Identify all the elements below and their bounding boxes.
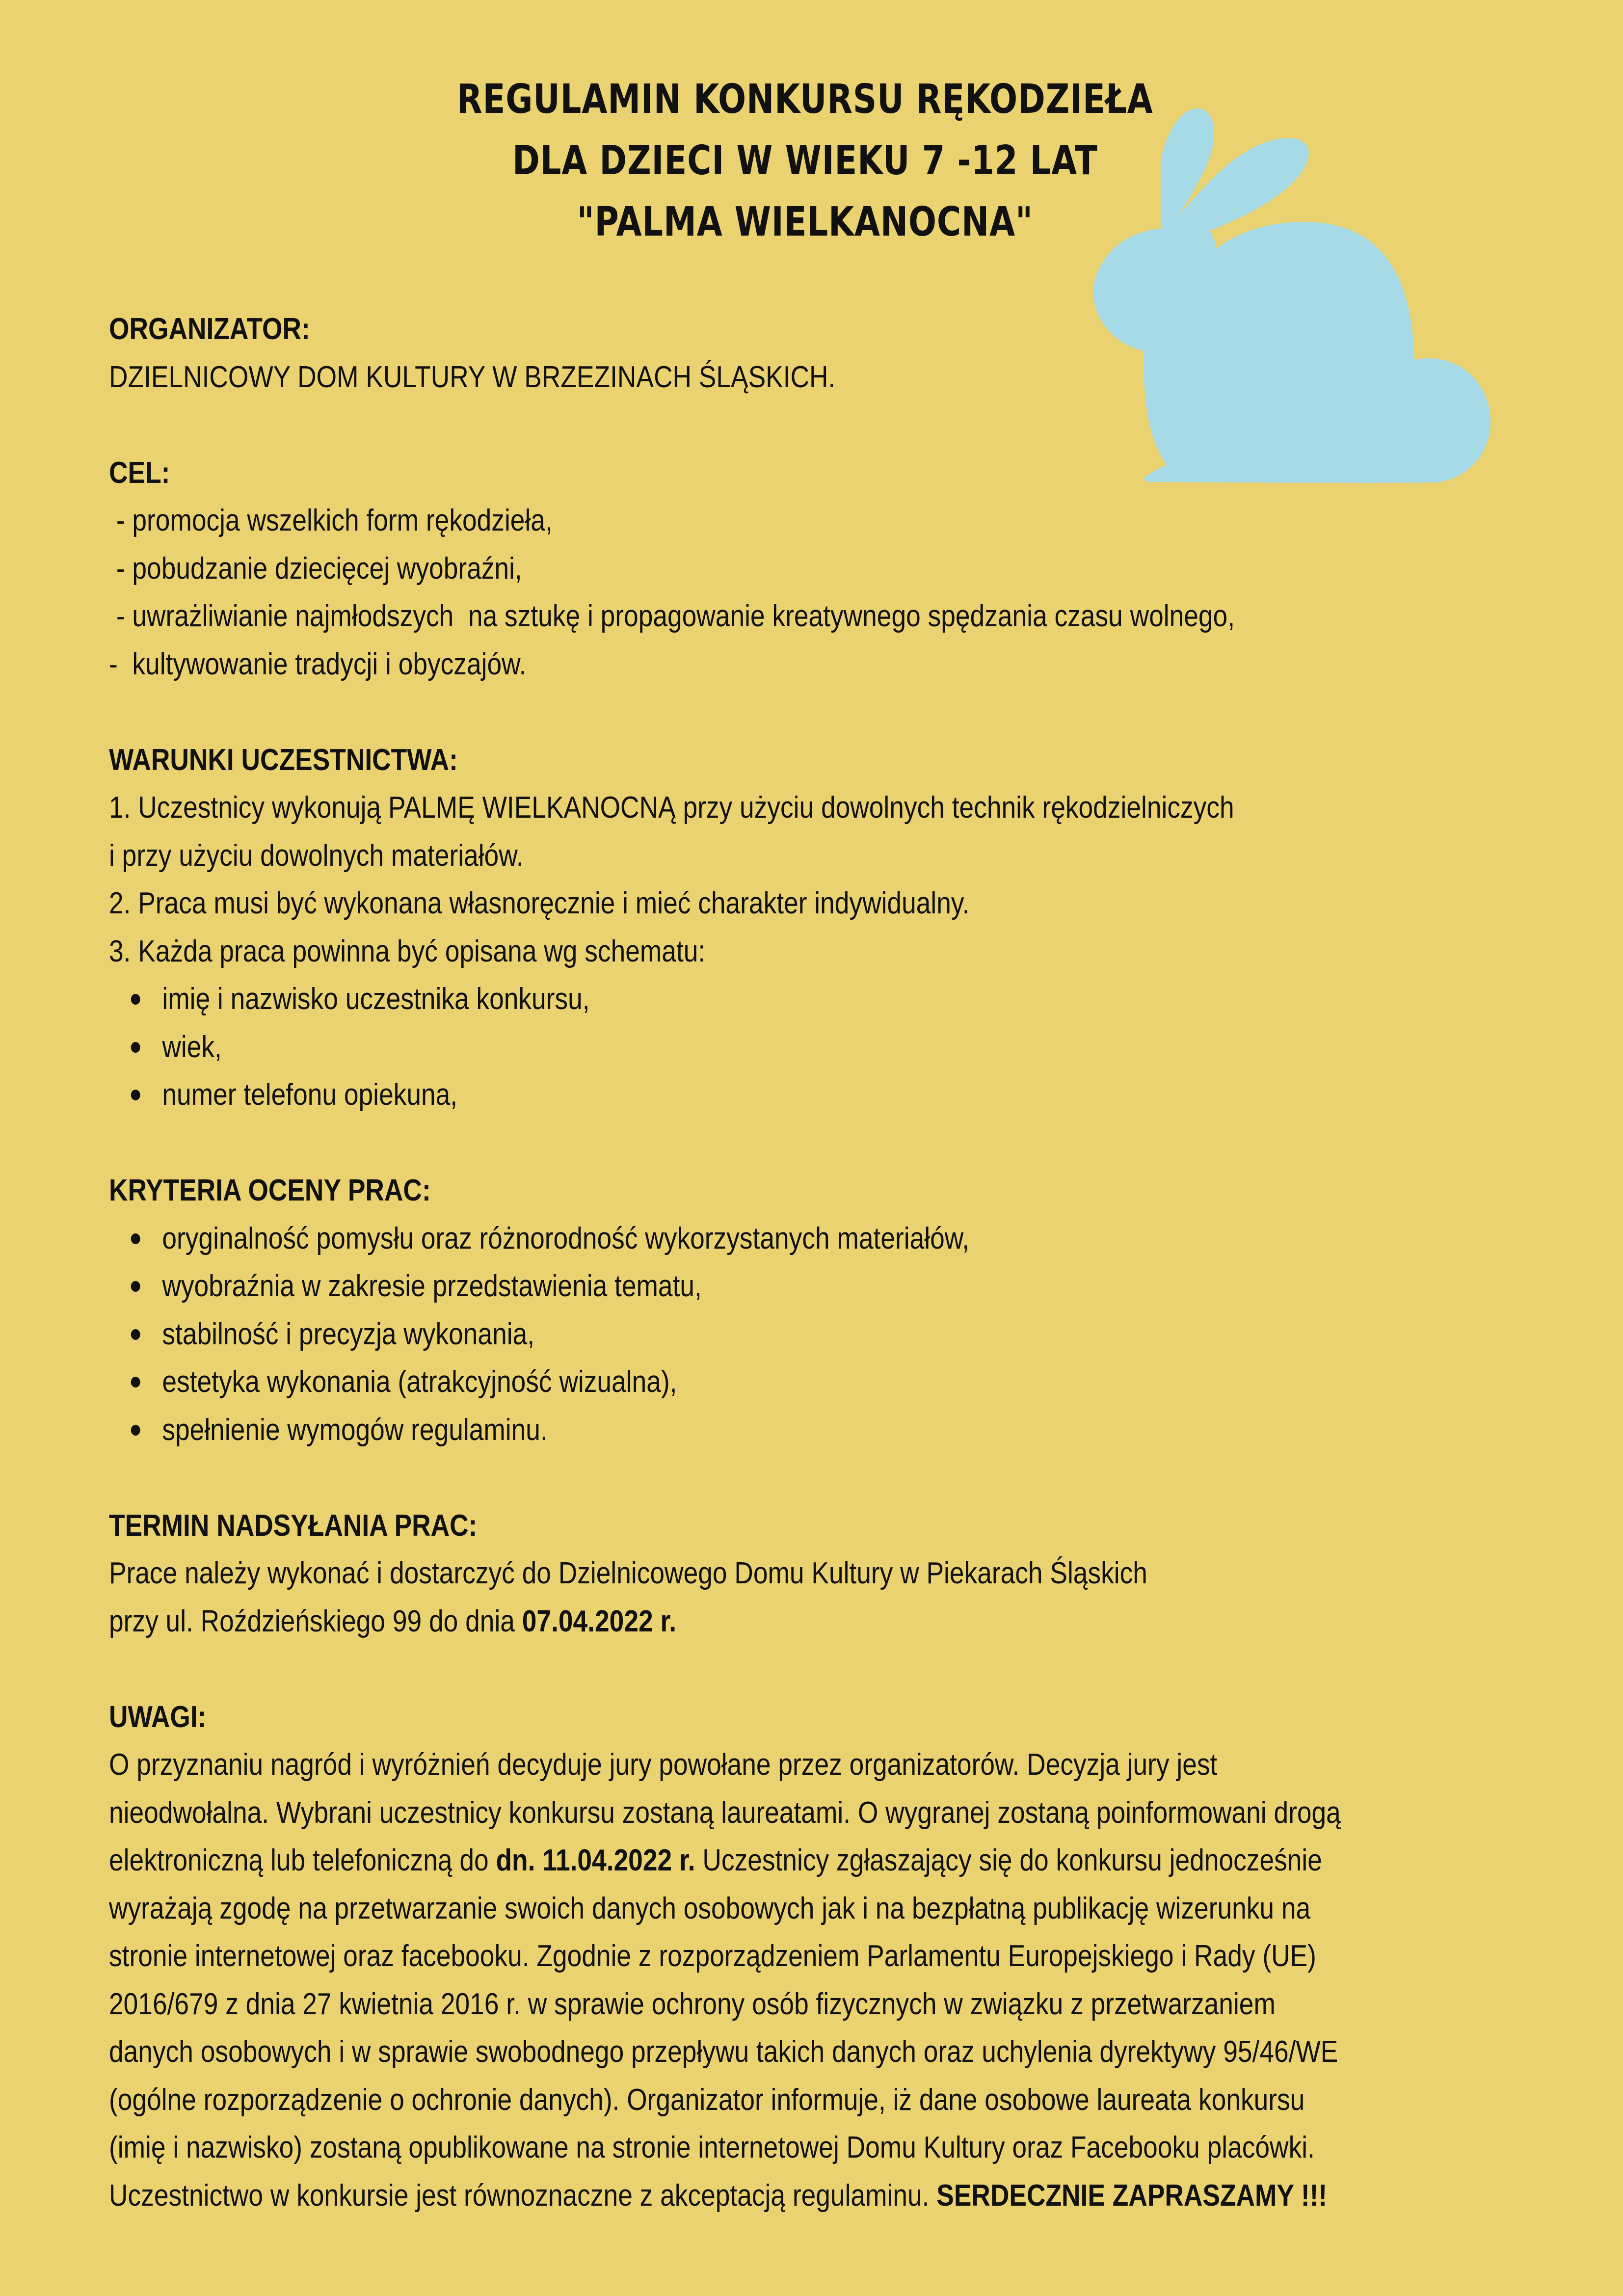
deadline-date: 07.04.2022 r.: [522, 1604, 677, 1638]
section-criteria: [109, 1167, 1596, 1454]
notes-line: (imię i nazwisko) zostaną opublikowane na stronie internetowej Domu Kultury oraz Facebooku placówki.: [109, 2131, 1315, 2164]
notes-line: danych osobowych i w sprawie swobodnego przepływu takich danych oraz uchylenia dyrektywy 95/46/WE: [109, 2035, 1338, 2069]
criteria-heading: KRYTERIA OCENY PRAC:: [109, 1174, 431, 1207]
goal-item: - uwrażliwianie najmłodszych na sztukę i propagowanie kreatywnego spędzania czasu wolnego,: [109, 599, 1235, 633]
goal-item: - pobudzanie dziecięcej wyobraźni,: [109, 551, 522, 586]
section-notes: [109, 1693, 1596, 2220]
list-item: estetyka wykonania (atrakcyjność wizualna),: [109, 1358, 1388, 1406]
section-deadline: [109, 1502, 1596, 1646]
section-organizer: [109, 305, 1596, 401]
notes-line: stronie internetowej oraz facebooku. Zgodnie z rozporządzeniem Parlamentu Europejskiego i Rady (UE): [109, 1939, 1316, 1973]
regulations-body: [109, 305, 1596, 2219]
closing-invitation: SERDECZNIE ZAPRASZAMY !!!: [936, 2178, 1328, 2213]
bullet-icon: [131, 1329, 140, 1340]
organizer-text: DZIELNICOWY DOM KULTURY W BRZEZINACH ŚLĄSKICH.: [109, 360, 836, 394]
bullet-icon: [131, 1233, 140, 1244]
conditions-heading: WARUNKI UCZESTNICTWA:: [109, 743, 458, 777]
list-item: oryginalność pomysłu oraz różnorodność wykorzystanych materiałów,: [109, 1215, 1388, 1263]
bullet-icon: [131, 1042, 140, 1053]
bullet-icon: [131, 994, 140, 1005]
condition-line: i przy użyciu dowolnych materiałów.: [109, 838, 524, 873]
list-item: spełnienie wymogów regulaminu.: [109, 1406, 1388, 1454]
bullet-icon: [131, 1377, 140, 1388]
notes-line: 2016/679 z dnia 27 kwietnia 2016 r. w sprawie ochrony osób fizycznych w związku z przetwarzaniem: [109, 1987, 1276, 2021]
section-goal: [109, 449, 1596, 689]
list-item: stabilność i precyzja wykonania,: [109, 1310, 1388, 1359]
goal-item: - promocja wszelkich form rękodzieła,: [109, 504, 553, 537]
deadline-text: przy ul. Roździeńskiego 99 do dnia 07.04.2022 r.: [109, 1604, 677, 1638]
organizer-heading: ORGANIZATOR:: [109, 312, 310, 346]
title-line-3: "PALMA WIELKANOCNA": [577, 199, 1033, 245]
goal-heading: CEL:: [109, 455, 170, 490]
bullet-icon: [131, 1090, 140, 1100]
notes-line: O przyznaniu nagród i wyróżnień decyduje jury powołane przez organizatorów. Decyzja jury jest: [109, 1748, 1218, 1782]
notes-line: nieodwołalna. Wybrani uczestnicy konkursu zostaną laureatami. O wygranej zostaną poinformowani drogą: [109, 1795, 1341, 1830]
title-line-1: REGULAMIN KONKURSU RĘKODZIEŁA: [456, 76, 1153, 123]
condition-line: 3. Każda praca powinna być opisana wg schematu:: [109, 934, 706, 968]
notification-date: dn. 11.04.2022 r.: [496, 1843, 695, 1877]
deadline-text: Prace należy wykonać i dostarczyć do Dzielnicowego Domu Kultury w Piekarach Śląskich: [109, 1556, 1147, 1590]
list-item: imię i nazwisko uczestnika konkursu,: [109, 975, 1388, 1023]
title-line-2: DLA DZIECI W WIEKU 7 -12 LAT: [512, 137, 1098, 184]
section-conditions: [109, 736, 1596, 1119]
list-item: numer telefonu opiekuna,: [109, 1071, 1388, 1119]
notes-line: elektroniczną lub telefoniczną do dn. 11.04.2022 r. Uczestnicy zgłaszający się do konkursu jednocześnie: [109, 1843, 1322, 1877]
list-item: wiek,: [109, 1023, 1388, 1071]
notes-line: wyrażają zgodę na przetwarzanie swoich danych osobowych jak i na bezpłatną publikację wizerunku na: [109, 1891, 1311, 1925]
condition-line: 2. Praca musi być wykonana własnoręcznie i mieć charakter indywidualny.: [109, 886, 970, 920]
notes-line: (ogólne rozporządzenie o ochronie danych). Organizator informuje, iż dane osobowe laureata konkursu: [109, 2082, 1305, 2117]
notes-line: Uczestnictwo w konkursie jest równoznaczne z akceptacją regulaminu. SERDECZNIE ZAPRASZAMY !!!: [109, 2178, 1328, 2213]
deadline-heading: TERMIN NADSYŁANIA PRAC:: [109, 1508, 478, 1543]
bullet-icon: [131, 1425, 140, 1436]
condition-line: 1. Uczestnicy wykonują PALMĘ WIELKANOCNĄ przy użyciu dowolnych technik rękodzielniczych: [109, 791, 1234, 825]
list-item: wyobraźnia w zakresie przedstawienia tematu,: [109, 1262, 1388, 1310]
goal-item: - kultywowanie tradycji i obyczajów.: [109, 647, 527, 681]
notes-heading: UWAGI:: [109, 1700, 207, 1734]
bullet-icon: [131, 1281, 140, 1292]
